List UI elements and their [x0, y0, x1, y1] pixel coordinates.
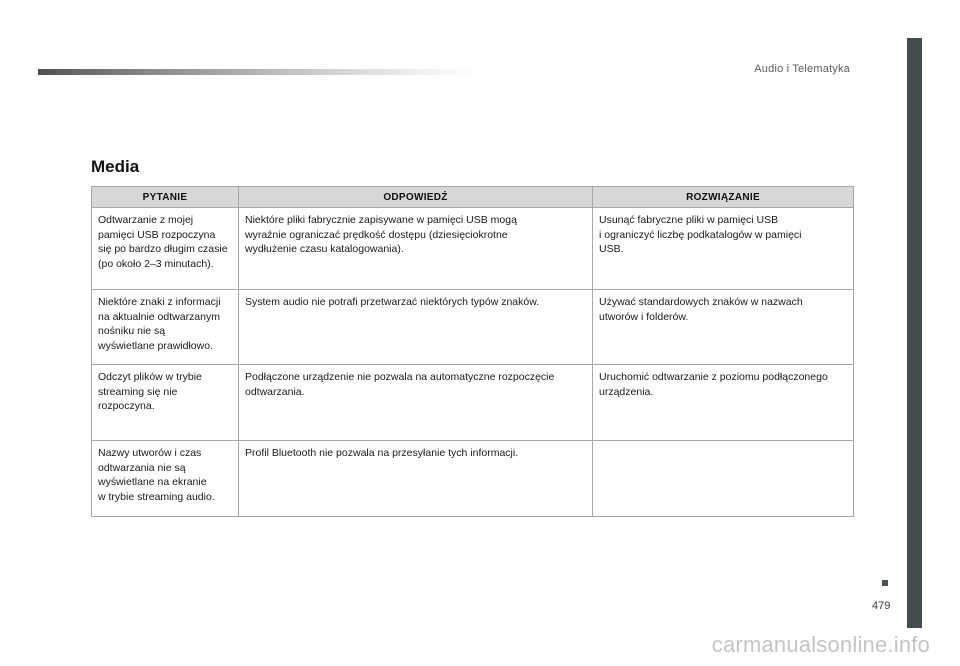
solution-text: Używać standardowych znaków w nazwach utworów i folderów. [599, 296, 803, 323]
side-tab-strip [907, 38, 922, 628]
question-text: Odtwarzanie z mojej pamięci USB rozpoczyna się po bardzo długim czasie (po około 2–3 minutach). [98, 214, 228, 270]
page-number: 479 [872, 600, 891, 612]
question-cell [92, 365, 239, 441]
column-header-answer: ODPOWIEDŹ [239, 187, 593, 208]
solution-cell [593, 208, 854, 290]
question-text: Niektóre znaki z informacji na aktualnie odtwarzanym nośniku nie są wyświetlane prawidłowo. [98, 296, 221, 352]
answer-cell [239, 208, 593, 290]
question-text: Nazwy utworów i czas odtwarzania nie są wyświetlane na ekranie w trybie streaming audio. [98, 447, 215, 503]
column-header-question: PYTANIE [92, 187, 239, 208]
header-decorative-bar [38, 69, 478, 75]
question-text: Odczyt plików w trybie streaming się nie rozpoczyna. [98, 371, 202, 413]
solution-cell [593, 365, 854, 441]
section-title: Media [91, 157, 140, 176]
question-cell [92, 441, 239, 517]
table-row [92, 365, 854, 441]
faq-table [91, 186, 854, 517]
answer-cell [239, 290, 593, 365]
chapter-title: Audio i Telematyka [754, 63, 850, 75]
table-row [92, 208, 854, 290]
answer-text: Profil Bluetooth nie pozwala na przesyłanie tych informacji. [245, 447, 519, 459]
table-header-row [92, 187, 854, 208]
answer-text: Podłączone urządzenie nie pozwala na automatyczne rozpoczęcie odtwarzania. [245, 371, 555, 398]
column-header-solution: ROZWIĄZANIE [593, 187, 854, 208]
question-cell [92, 290, 239, 365]
answer-cell [239, 365, 593, 441]
answer-cell [239, 441, 593, 517]
solution-cell [593, 290, 854, 365]
watermark-text: carmanualsonline.info [711, 632, 930, 657]
question-cell [92, 208, 239, 290]
page-marker-square [882, 580, 888, 586]
solution-text: Usunąć fabryczne pliki w pamięci USB i ograniczyć liczbę podkatalogów w pamięci USB. [599, 214, 802, 256]
table-row [92, 290, 854, 365]
solution-cell [593, 441, 854, 517]
solution-text: Uruchomić odtwarzanie z poziomu podłączonego urządzenia. [599, 371, 828, 398]
answer-text: System audio nie potrafi przetwarzać niektórych typów znaków. [245, 296, 540, 308]
answer-text: Niektóre pliki fabrycznie zapisywane w pamięci USB mogą wyraźnie ograniczać prędkość dostępu (dziesięciokrotne wydłużenie czasu katalogowania). [245, 214, 517, 256]
table-row [92, 441, 854, 517]
